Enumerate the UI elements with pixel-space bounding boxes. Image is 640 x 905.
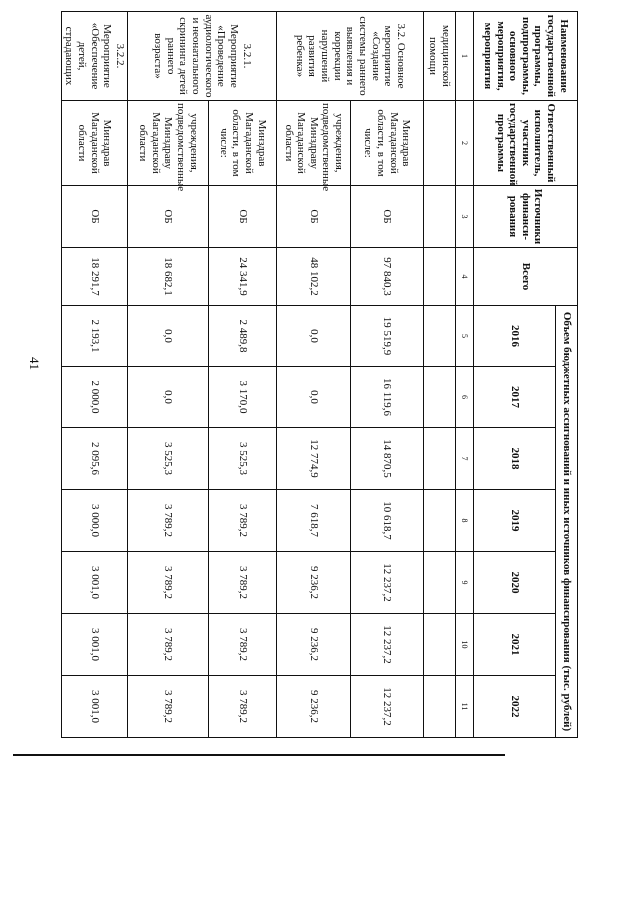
header-year: 2018 [474, 428, 556, 490]
row-value: 3 789,2 [128, 490, 209, 552]
column-number: 8 [456, 490, 474, 552]
row-value: 2 000,0 [61, 367, 127, 428]
row-total: 24 341,9 [209, 248, 277, 306]
column-number: 2 [456, 101, 474, 186]
column-number: 11 [456, 676, 474, 738]
column-number: 9 [456, 552, 474, 614]
table-row [61, 12, 127, 738]
row-value [424, 306, 456, 367]
column-number: 1 [456, 12, 474, 101]
header-budget: Объем бюджетных ассигнований и иных источников финансирования (тыс. рублей) [556, 306, 578, 738]
row-value: 12 237,2 [351, 552, 424, 614]
row-name: 3.2.2. Мероприятие «Обеспечение детей, страдающих [61, 12, 127, 101]
row-value [424, 367, 456, 428]
row-value: 7 618,7 [277, 490, 351, 552]
row-total [424, 248, 456, 306]
row-executor: Минздрав Магаданской области, в том числе: [209, 101, 277, 186]
row-executor: Минздрав Магаданской области [61, 101, 127, 186]
financing-table [61, 11, 578, 738]
row-value: 3 789,2 [209, 614, 277, 676]
table-row [277, 12, 351, 738]
row-value: 3 789,2 [209, 552, 277, 614]
row-source: ОБ [128, 186, 209, 248]
row-executor [424, 101, 456, 186]
column-number: 10 [456, 614, 474, 676]
row-name: медицинской помощи [424, 12, 456, 101]
row-source: ОБ [209, 186, 277, 248]
row-value: 9 236,2 [277, 676, 351, 738]
row-value: 12 237,2 [351, 676, 424, 738]
row-executor: учреждения, подведомственные Минздраву Магаданской области [277, 101, 351, 186]
row-executor: Минздрав Магаданской области, в том числе: [351, 101, 424, 186]
header-year: 2017 [474, 367, 556, 428]
column-number: 4 [456, 248, 474, 306]
table-row [209, 12, 277, 738]
column-number: 7 [456, 428, 474, 490]
row-total: 48 102,2 [277, 248, 351, 306]
row-total: 18 682,1 [128, 248, 209, 306]
row-value: 3 000,0 [61, 490, 127, 552]
header-name: Наименование государственной программы, подпрограммы, основного мероприятия, мероприятия [474, 12, 578, 101]
row-name: 3.2. Основное мероприятие «Создание системы раннего выявления и коррекции нарушений развития ребенка» [277, 12, 424, 101]
table-row [128, 12, 209, 738]
row-executor: учреждения, подведомственные Минздраву Магаданской области [128, 101, 209, 186]
header-year: 2019 [474, 490, 556, 552]
row-value: 16 119,6 [351, 367, 424, 428]
row-value: 14 870,5 [351, 428, 424, 490]
row-value: 19 519,9 [351, 306, 424, 367]
row-value: 3 001,0 [61, 676, 127, 738]
header-year: 2016 [474, 306, 556, 367]
row-value: 3 525,3 [128, 428, 209, 490]
header-year: 2022 [474, 676, 556, 738]
row-source: ОБ [277, 186, 351, 248]
row-value: 2 489,8 [209, 306, 277, 367]
rotated-page [27, 11, 578, 737]
header-source: Источники финанси- рования [474, 186, 578, 248]
row-value [424, 676, 456, 738]
row-value: 0,0 [128, 367, 209, 428]
row-value: 12 237,2 [351, 614, 424, 676]
row-value: 3 170,0 [209, 367, 277, 428]
column-number: 5 [456, 306, 474, 367]
column-number-row [456, 12, 474, 738]
row-value: 3 789,2 [209, 676, 277, 738]
row-value: 3 789,2 [128, 614, 209, 676]
row-value: 10 618,7 [351, 490, 424, 552]
row-value: 9 236,2 [277, 614, 351, 676]
row-value: 2 095,6 [61, 428, 127, 490]
row-value: 12 774,9 [277, 428, 351, 490]
row-value [424, 428, 456, 490]
row-value [424, 614, 456, 676]
row-source [424, 186, 456, 248]
row-name: 3.2.1. Мероприятие «Проведение аудиологического и неонатального скрининга детей раннего возраста» [128, 12, 277, 101]
header-year: 2021 [474, 614, 556, 676]
header-total: Всего [474, 248, 578, 306]
page-number: 41 [27, 357, 42, 370]
row-value: 3 001,0 [61, 552, 127, 614]
row-value: 2 193,1 [61, 306, 127, 367]
row-value: 3 789,2 [209, 490, 277, 552]
row-value: 9 236,2 [277, 552, 351, 614]
header-year: 2020 [474, 552, 556, 614]
row-value: 0,0 [128, 306, 209, 367]
header-executor: Ответственный исполнитель, участник государственной программы [474, 101, 578, 186]
column-number: 6 [456, 367, 474, 428]
row-source: ОБ [61, 186, 127, 248]
horizontal-rule [13, 754, 505, 756]
row-source: ОБ [351, 186, 424, 248]
row-value: 0,0 [277, 367, 351, 428]
table-row [351, 12, 424, 738]
row-value: 0,0 [277, 306, 351, 367]
row-total: 18 291,7 [61, 248, 127, 306]
row-value [424, 552, 456, 614]
column-number: 3 [456, 186, 474, 248]
row-value: 3 789,2 [128, 552, 209, 614]
table-row [424, 12, 456, 738]
row-value: 3 525,3 [209, 428, 277, 490]
row-total: 97 840,3 [351, 248, 424, 306]
row-value: 3 789,2 [128, 676, 209, 738]
row-value [424, 490, 456, 552]
row-value: 3 001,0 [61, 614, 127, 676]
